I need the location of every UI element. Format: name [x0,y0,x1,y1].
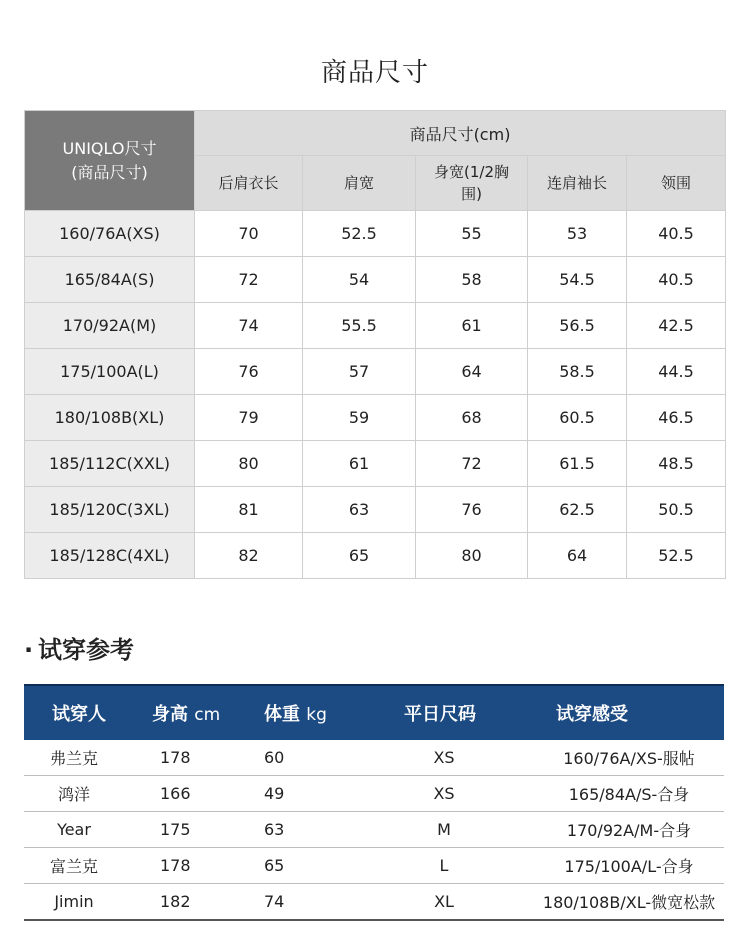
fit-feel: 170/92A/M-合身 [534,812,724,848]
table-cell: 70 [195,211,303,257]
fit-usual-size: L [384,848,534,884]
table-cell: 80 [416,533,528,579]
table-cell: 52.5 [627,533,726,579]
table-cell: 62.5 [528,487,627,533]
table-cell: 61.5 [528,441,627,487]
table-cell: 40.5 [627,257,726,303]
fit-person: Jimin [24,884,152,921]
col-header-collar: 领围 [627,156,726,211]
page-title: 商品尺寸 [320,58,429,88]
table-row [25,349,726,395]
fit-height: 166 [152,776,264,812]
size-label: 175/100A(L) [25,349,195,395]
bullet-dot: · [24,636,34,664]
table-cell: 54 [303,257,416,303]
table-cell: 61 [416,303,528,349]
table-cell: 74 [195,303,303,349]
fit-usual-size: M [384,812,534,848]
table-cell: 52.5 [303,211,416,257]
fit-header-height: 身高 cm [152,685,264,740]
table-row [24,848,724,884]
fit-header-feel: 试穿感受 [534,685,724,740]
table-cell: 44.5 [627,349,726,395]
fit-usual-size: XL [384,884,534,921]
size-group-header: 商品尺寸(cm) [195,111,726,156]
fit-weight: 63 [264,812,384,848]
table-cell: 82 [195,533,303,579]
fit-header-person: 试穿人 [24,685,152,740]
table-cell: 40.5 [627,211,726,257]
table-cell: 63 [303,487,416,533]
fit-height: 182 [152,884,264,921]
table-cell: 79 [195,395,303,441]
fit-header-usual-size: 平日尺码 [384,685,534,740]
table-cell: 48.5 [627,441,726,487]
fit-height: 175 [152,812,264,848]
table-cell: 42.5 [627,303,726,349]
table-row [25,441,726,487]
table-row [25,257,726,303]
table-cell: 57 [303,349,416,395]
fit-feel: 160/76A/XS-服帖 [534,740,724,776]
fit-usual-size: XS [384,740,534,776]
table-cell: 46.5 [627,395,726,441]
table-row [24,884,724,921]
size-label: 185/128C(4XL) [25,533,195,579]
fit-weight: 65 [264,848,384,884]
size-label: 185/120C(3XL) [25,487,195,533]
corner-line-2: (商品尺寸) [71,162,148,182]
size-table [24,110,726,579]
fit-person: 鸿洋 [24,776,152,812]
table-cell: 58 [416,257,528,303]
size-label: 165/84A(S) [25,257,195,303]
table-cell: 76 [195,349,303,395]
weight-unit: kg [306,705,327,725]
size-label: 160/76A(XS) [25,211,195,257]
size-label: 185/112C(XXL) [25,441,195,487]
table-row [24,812,724,848]
size-label: 180/108B(XL) [25,395,195,441]
fit-table [24,684,724,921]
table-cell: 58.5 [528,349,627,395]
fit-section-title: 试穿参考 [38,636,134,664]
table-cell: 68 [416,395,528,441]
table-row [25,487,726,533]
table-cell: 60.5 [528,395,627,441]
fit-usual-size: XS [384,776,534,812]
col-header-back-length: 后肩衣长 [195,156,303,211]
table-cell: 59 [303,395,416,441]
table-row [25,303,726,349]
table-row [25,211,726,257]
col-header-shoulder: 肩宽 [303,156,416,211]
table-cell: 76 [416,487,528,533]
table-row [24,740,724,776]
table-cell: 65 [303,533,416,579]
fit-height: 178 [152,740,264,776]
fit-feel: 175/100A/L-合身 [534,848,724,884]
table-cell: 54.5 [528,257,627,303]
fit-person: Year [24,812,152,848]
fit-weight: 60 [264,740,384,776]
col-header-body-width: 身宽(1/2胸围) [416,156,528,211]
table-cell: 50.5 [627,487,726,533]
fit-person: 富兰克 [24,848,152,884]
table-cell: 72 [195,257,303,303]
size-label: 170/92A(M) [25,303,195,349]
height-unit: cm [194,705,221,725]
table-row [25,533,726,579]
table-row [25,395,726,441]
table-cell: 56.5 [528,303,627,349]
fit-header-weight: 体重 kg [264,685,384,740]
table-cell: 80 [195,441,303,487]
table-cell: 72 [416,441,528,487]
fit-weight: 74 [264,884,384,921]
table-cell: 64 [528,533,627,579]
table-cell: 55 [416,211,528,257]
table-cell: 55.5 [303,303,416,349]
fit-height: 178 [152,848,264,884]
fit-weight: 49 [264,776,384,812]
corner-line-1: UNIQLO尺寸 [62,138,157,158]
table-cell: 61 [303,441,416,487]
size-corner-header [25,111,195,211]
col-header-sleeve: 连肩袖长 [528,156,627,211]
fit-section-heading [24,630,134,665]
fit-feel: 180/108B/XL-微宽松款 [534,884,724,921]
fit-feel: 165/84A/S-合身 [534,776,724,812]
table-cell: 81 [195,487,303,533]
table-cell: 53 [528,211,627,257]
table-cell: 64 [416,349,528,395]
table-row [24,776,724,812]
fit-person: 弗兰克 [24,740,152,776]
